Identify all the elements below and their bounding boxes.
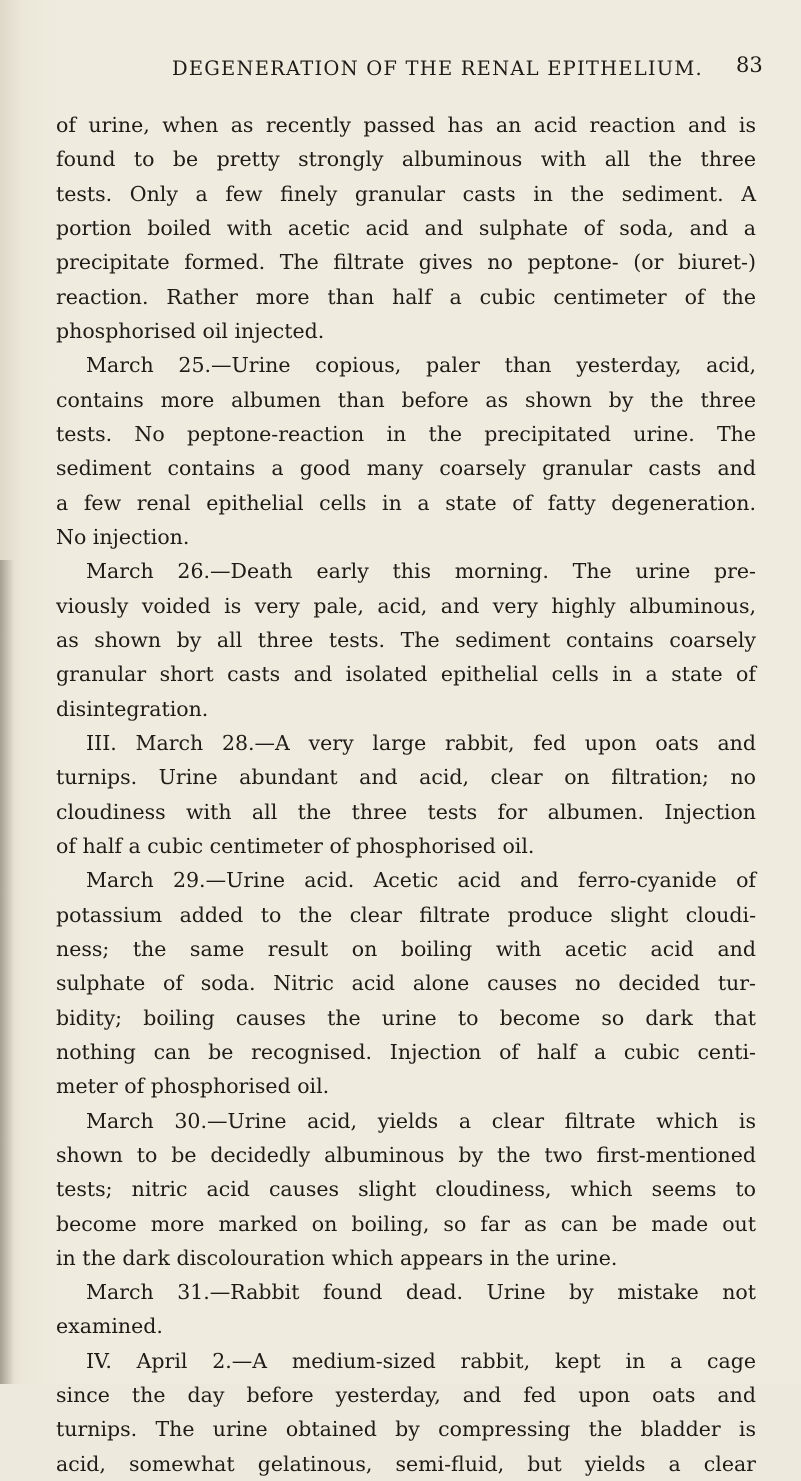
text-line: March 25.—Urine copious, paler than yesterday, acid, [86,353,756,378]
page-number: 83 [736,53,763,77]
text-line: portion boiled with acetic acid and sulphate of soda, and a [56,215,756,240]
text-line: March 31.—Rabbit found dead. Urine by mistake not [86,1280,756,1305]
text-line: disintegration. [56,696,209,721]
text-line: turnips. Urine abundant and acid, clear on filtration; no [56,765,756,790]
text-line: granular short casts and isolated epithelial cells in a state of [56,662,756,687]
text-line: potassium added to the clear filtrate produce slight cloudi- [56,902,756,927]
text-line: March 26.—Death early this morning. The urine pre- [86,559,756,584]
text-line: tests. Only a few finely granular casts in the sediment. A [56,181,756,206]
text-line: a few renal epithelial cells in a state of fatty degeneration. [56,490,756,515]
text-line: nothing can be recognised. Injection of half a cubic centi- [56,1039,756,1064]
text-line: in the dark discolouration which appears in the urine. [56,1245,618,1270]
text-line: found to be pretty strongly albuminous with all the three [56,147,756,172]
text-line: of half a cubic centimeter of phosphorised oil. [56,833,535,858]
text-line: reaction. Rather more than half a cubic centimeter of the [56,284,756,309]
text-line: turnips. The urine obtained by compressing the bladder is [56,1417,756,1442]
binding-shadow [0,560,14,1384]
text-line: contains more albumen than before as shown by the three [56,387,756,412]
text-line: meter of phosphorised oil. [56,1074,330,1099]
text-line: examined. [56,1314,163,1339]
running-head: DEGENERATION OF THE RENAL EPITHELIUM. [172,57,703,80]
text-line: of urine, when as recently passed has an acid reaction and is [56,113,756,137]
text-line: bidity; boiling causes the urine to become so dark that [56,1005,756,1030]
text-line: sediment contains a good many coarsely granular casts and [56,456,756,481]
text-line: cloudiness with all the three tests for albumen. Injection [56,799,756,824]
text-line: viously voided is very pale, acid, and very highly albuminous, [56,593,756,618]
text-line: phosphorised oil injected. [56,318,325,343]
text-line: sulphate of soda. Nitric acid alone causes no decided tur- [56,971,756,996]
text-line: ness; the same result on boiling with acetic acid and [56,936,756,961]
text-line: tests. No peptone-reaction in the precipitated urine. The [56,421,756,446]
text-line: as shown by all three tests. The sediment contains coarsely [56,627,756,652]
text-line: precipitate formed. The filtrate gives no peptone- (or biuret-) [56,250,756,275]
text-line: acid, somewhat gelatinous, semi-fluid, but yields a clear [56,1451,756,1476]
text-line: shown to be decidedly albuminous by the two first-mentioned [56,1142,756,1167]
text-line: become more marked on boiling, so far as can be made out [56,1211,756,1236]
text-line: since the day before yesterday, and fed upon oats and [56,1383,756,1408]
text-line: No injection. [56,524,190,549]
text-line: March 30.—Urine acid, yields a clear filtrate which is [86,1108,756,1133]
text-line: tests; nitric acid causes slight cloudiness, which seems to [56,1177,756,1202]
text-line: III. March 28.—A very large rabbit, fed upon oats and [86,730,756,755]
text-line: March 29.—Urine acid. Acetic acid and ferro-cyanide of [86,868,756,893]
body-text [56,108,756,1481]
text-line: IV. April 2.—A medium-sized rabbit, kept in a cage [86,1348,756,1373]
